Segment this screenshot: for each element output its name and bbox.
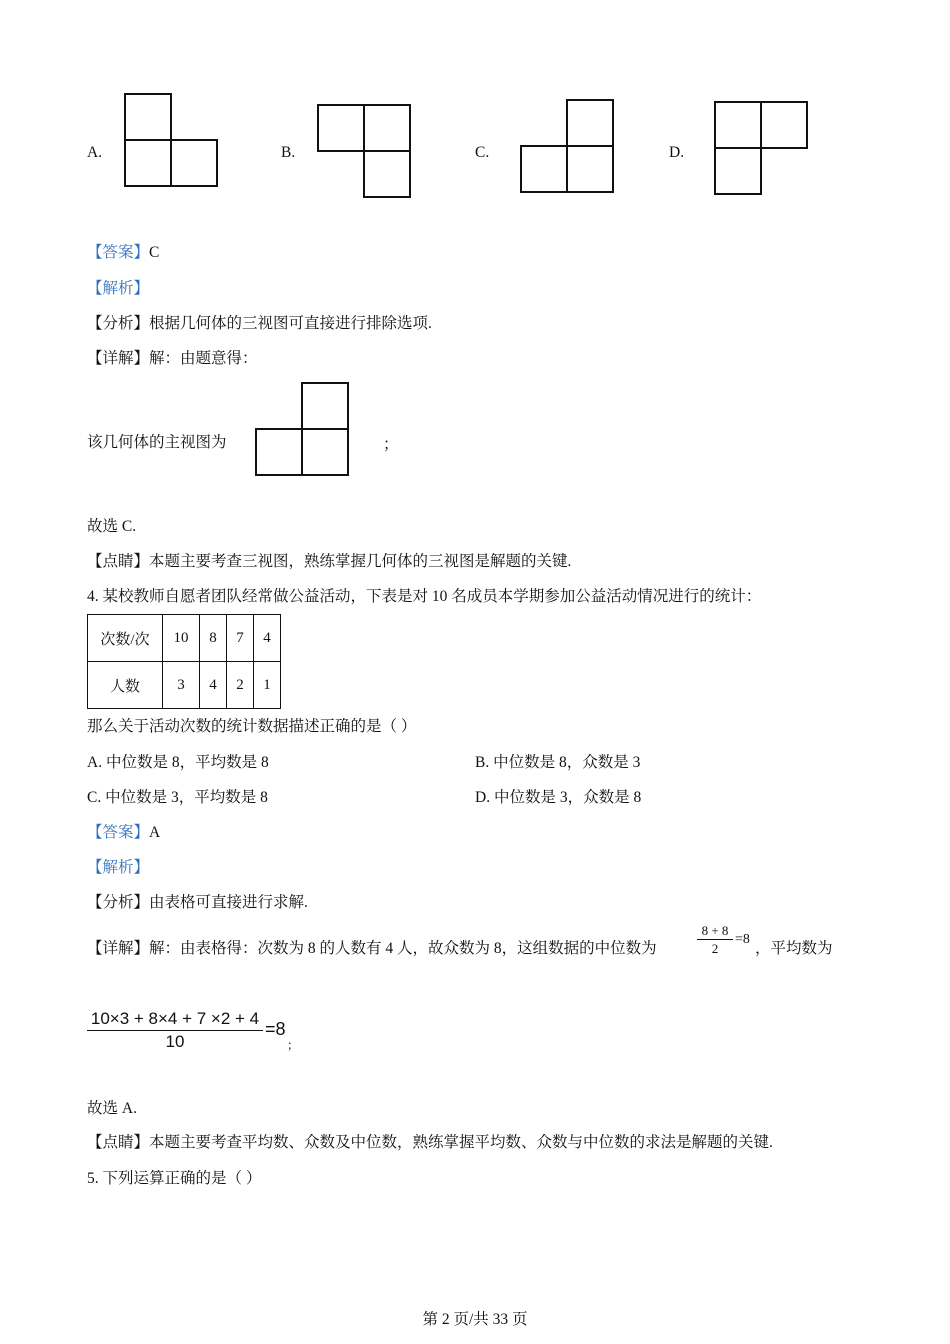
detail-tag: 【详解】 [87, 350, 150, 367]
main-view-end: ； [383, 436, 399, 453]
mean-fraction [87, 1008, 263, 1053]
table-header-cell: 次数/次 [88, 615, 163, 662]
comment-text: 本题主要考查平均数、众数及中位数，熟练掌握平均数、众数与中位数的求法是解题的关键. [149, 1134, 773, 1151]
table-cell: 4 [254, 615, 281, 662]
table-cell: 4 [200, 662, 227, 709]
page-footer: 第 2 页/共 33 页 [422, 1311, 528, 1328]
q3-conclusion: 故选 C. [87, 518, 137, 535]
q3-fenxi [87, 311, 432, 333]
comment-tag: 【点睛】 [87, 553, 150, 570]
q4-conclusion: 故选 A. [87, 1100, 137, 1117]
answer-tag: 【答案】 [87, 824, 150, 841]
table-cell: 2 [227, 662, 254, 709]
q3-answer [87, 240, 159, 262]
table-cell: 3 [163, 662, 200, 709]
detail-text: 解：由题意得： [149, 350, 258, 367]
option-c-label: C. [475, 144, 490, 161]
option-a-label: A. [87, 144, 103, 161]
q4-comment [87, 1130, 773, 1152]
q5-stem: 5. 下列运算正确的是（ ） [87, 1170, 262, 1187]
median-numerator: 8 + 8 [701, 923, 729, 938]
q4-detail [87, 936, 657, 958]
table-header-cell: 人数 [88, 662, 163, 709]
q3-comment [87, 549, 571, 571]
fenxi-tag: 【分析】 [87, 315, 150, 332]
q4-option-a: A. 中位数是 8，平均数是 8 [87, 754, 269, 771]
mean-end: ； [287, 1038, 300, 1052]
stats-table [87, 614, 281, 709]
q4-question: 那么关于活动次数的统计数据描述正确的是（ ） [87, 718, 417, 735]
answer-value: A [149, 824, 161, 841]
q4-option-c: C. 中位数是 3，平均数是 8 [87, 789, 268, 806]
table-cell: 7 [227, 615, 254, 662]
comment-tag: 【点睛】 [87, 1134, 150, 1151]
fenxi-text: 由表格可直接进行求解. [149, 894, 308, 911]
q4-answer [87, 820, 160, 842]
q3-detail [87, 346, 258, 368]
comment-text: 本题主要考查三视图，熟练掌握几何体的三视图是解题的关键. [149, 553, 572, 570]
table-row [88, 615, 281, 662]
q4-option-b: B. 中位数是 8，众数是 3 [475, 754, 641, 771]
fenxi-tag: 【分析】 [87, 894, 150, 911]
answer-tag: 【答案】 [87, 244, 150, 261]
q4-analysis-tag: 【解析】 [87, 859, 150, 876]
mean-numerator: 10×3 + 8×4 + 7 ×2 + 4 [90, 1009, 260, 1028]
detail-text: 解：由表格得：次数为 8 的人数有 4 人，故众数为 8，这组数据的中位数为 [149, 940, 657, 957]
q4-stem: 4. 某校教师自愿者团队经常做公益活动，下表是对 10 名成员本学期参加公益活动情况进行的统计： [87, 588, 762, 605]
table-row [88, 662, 281, 709]
mean-denominator: 10 [165, 1032, 185, 1051]
median-result: =8 [735, 932, 750, 947]
q3-analysis-tag: 【解析】 [87, 280, 150, 297]
table-cell: 10 [163, 615, 200, 662]
detail-tail: ，平均数为 [755, 940, 833, 957]
option-b-label: B. [281, 144, 296, 161]
median-fraction [697, 922, 733, 957]
table-cell: 8 [200, 615, 227, 662]
table-cell: 1 [254, 662, 281, 709]
q4-fenxi [87, 890, 308, 912]
answer-value: C [149, 244, 160, 261]
mean-result: =8 [265, 1019, 286, 1039]
main-view-text: 该几何体的主视图为 [87, 434, 227, 451]
option-d-label: D. [669, 144, 685, 161]
q4-option-d: D. 中位数是 3，众数是 8 [475, 789, 642, 806]
median-denominator: 2 [711, 941, 719, 956]
fenxi-text: 根据几何体的三视图可直接进行排除选项. [149, 315, 432, 332]
detail-tag: 【详解】 [87, 940, 150, 957]
